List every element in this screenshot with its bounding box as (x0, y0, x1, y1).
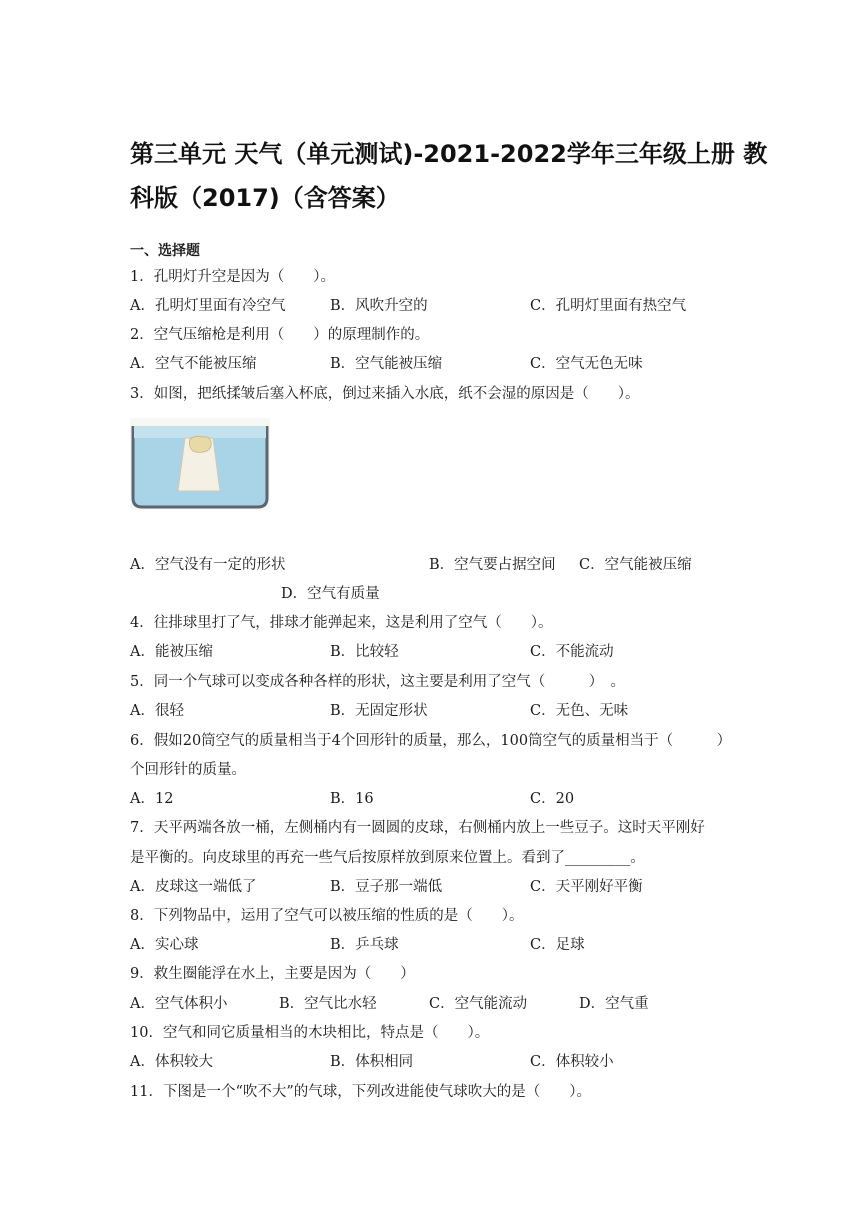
question-9-option-b[interactable]: B．空气比水轻 (279, 996, 377, 1012)
question-7-stem: 7．天平两端各放一桶，左侧桶内有一圆圆的皮球，右侧桶内放上一些豆子。这时天平刚好 (130, 820, 705, 836)
question-3-option-b[interactable]: B．空气要占据空间 (429, 557, 556, 573)
question-6-option-b[interactable]: B．16 (330, 791, 374, 807)
question-10-option-b[interactable]: B．体积相同 (330, 1054, 414, 1070)
question-2-option-b[interactable]: B．空气能被压缩 (330, 356, 443, 372)
question-5-stem: 5．同一个气球可以变成各种各样的形状，这主要是利用了空气（ ） 。 (130, 674, 625, 690)
question-2-option-a[interactable]: A．空气不能被压缩 (130, 356, 257, 372)
question-7-option-c[interactable]: C．天平刚好平衡 (530, 879, 643, 895)
question-6-stem-cont: 个回形针的质量。 (130, 762, 246, 778)
question-4-option-b[interactable]: B．比较轻 (330, 644, 399, 660)
question-10-option-a[interactable]: A．体积较大 (130, 1054, 213, 1070)
question-1-option-b[interactable]: B．风吹升空的 (330, 298, 428, 314)
question-5-option-c[interactable]: C．无色、无味 (530, 703, 629, 719)
question-7-option-b[interactable]: B．豆子那一端低 (330, 879, 443, 895)
question-9-option-d[interactable]: D．空气重 (579, 996, 649, 1012)
question-7-stem-cont: 是平衡的。向皮球里的再充一些气后按原样放到原来位置上。看到了_________。 (130, 850, 645, 866)
question-2-stem: 2．空气压缩枪是利用（ ）的原理制作的。 (130, 327, 430, 343)
question-11-stem: 11．下图是一个“吹不大”的气球，下列改进能使气球吹大的是（ ）。 (130, 1084, 592, 1100)
question-7-option-a[interactable]: A．皮球这一端低了 (130, 879, 257, 895)
question-9-option-a[interactable]: A．空气体积小 (130, 996, 228, 1012)
cup-in-water-figure (130, 418, 270, 510)
page-title-line-2: 科版（2017)（含答案） (130, 184, 400, 212)
question-9-stem: 9．救生圈能浮在水上，主要是因为（ ） (130, 966, 415, 982)
question-6-option-a[interactable]: A．12 (130, 791, 174, 807)
page-title-line-1: 第三单元 天气（单元测试)-2021-2022学年三年级上册 教 (130, 140, 768, 168)
question-3-stem: 3．如图，把纸揉皱后塞入杯底，倒过来插入水底，纸不会湿的原因是（ ）。 (130, 386, 640, 402)
question-6-option-c[interactable]: C．20 (530, 791, 575, 807)
question-4-stem: 4．往排球里打了气，排球才能弹起来，这是利用了空气（ ）。 (130, 615, 553, 631)
question-3-option-c[interactable]: C．空气能被压缩 (579, 557, 692, 573)
question-6-stem: 6．假如20筒空气的质量相当于4个回形针的质量，那么，100筒空气的质量相当于（ ） (130, 733, 732, 749)
question-5-option-a[interactable]: A．很轻 (130, 703, 184, 719)
question-1-option-a[interactable]: A．孔明灯里面有冷空气 (130, 298, 286, 314)
section-heading: 一、选择题 (130, 243, 200, 259)
question-10-option-c[interactable]: C．体积较小 (530, 1054, 614, 1070)
question-4-option-a[interactable]: A．能被压缩 (130, 644, 213, 660)
question-1-option-c[interactable]: C．孔明灯里面有热空气 (530, 298, 687, 314)
question-8-option-c[interactable]: C．足球 (530, 937, 585, 953)
question-10-stem: 10．空气和同它质量相当的木块相比，特点是（ ）。 (130, 1025, 490, 1041)
question-5-option-b[interactable]: B．无固定形状 (330, 703, 428, 719)
question-2-option-c[interactable]: C．空气无色无味 (530, 356, 643, 372)
question-8-option-a[interactable]: A．实心球 (130, 937, 199, 953)
question-3-option-d[interactable]: D．空气有质量 (281, 586, 380, 602)
question-1-stem: 1．孔明灯升空是因为（ ）。 (130, 269, 335, 285)
question-8-stem: 8．下列物品中，运用了空气可以被压缩的性质的是（ ）。 (130, 908, 524, 924)
question-8-option-b[interactable]: B．乒乓球 (330, 937, 399, 953)
question-4-option-c[interactable]: C．不能流动 (530, 644, 614, 660)
question-3-option-a[interactable]: A．空气没有一定的形状 (130, 557, 286, 573)
question-9-option-c[interactable]: C．空气能流动 (429, 996, 528, 1012)
